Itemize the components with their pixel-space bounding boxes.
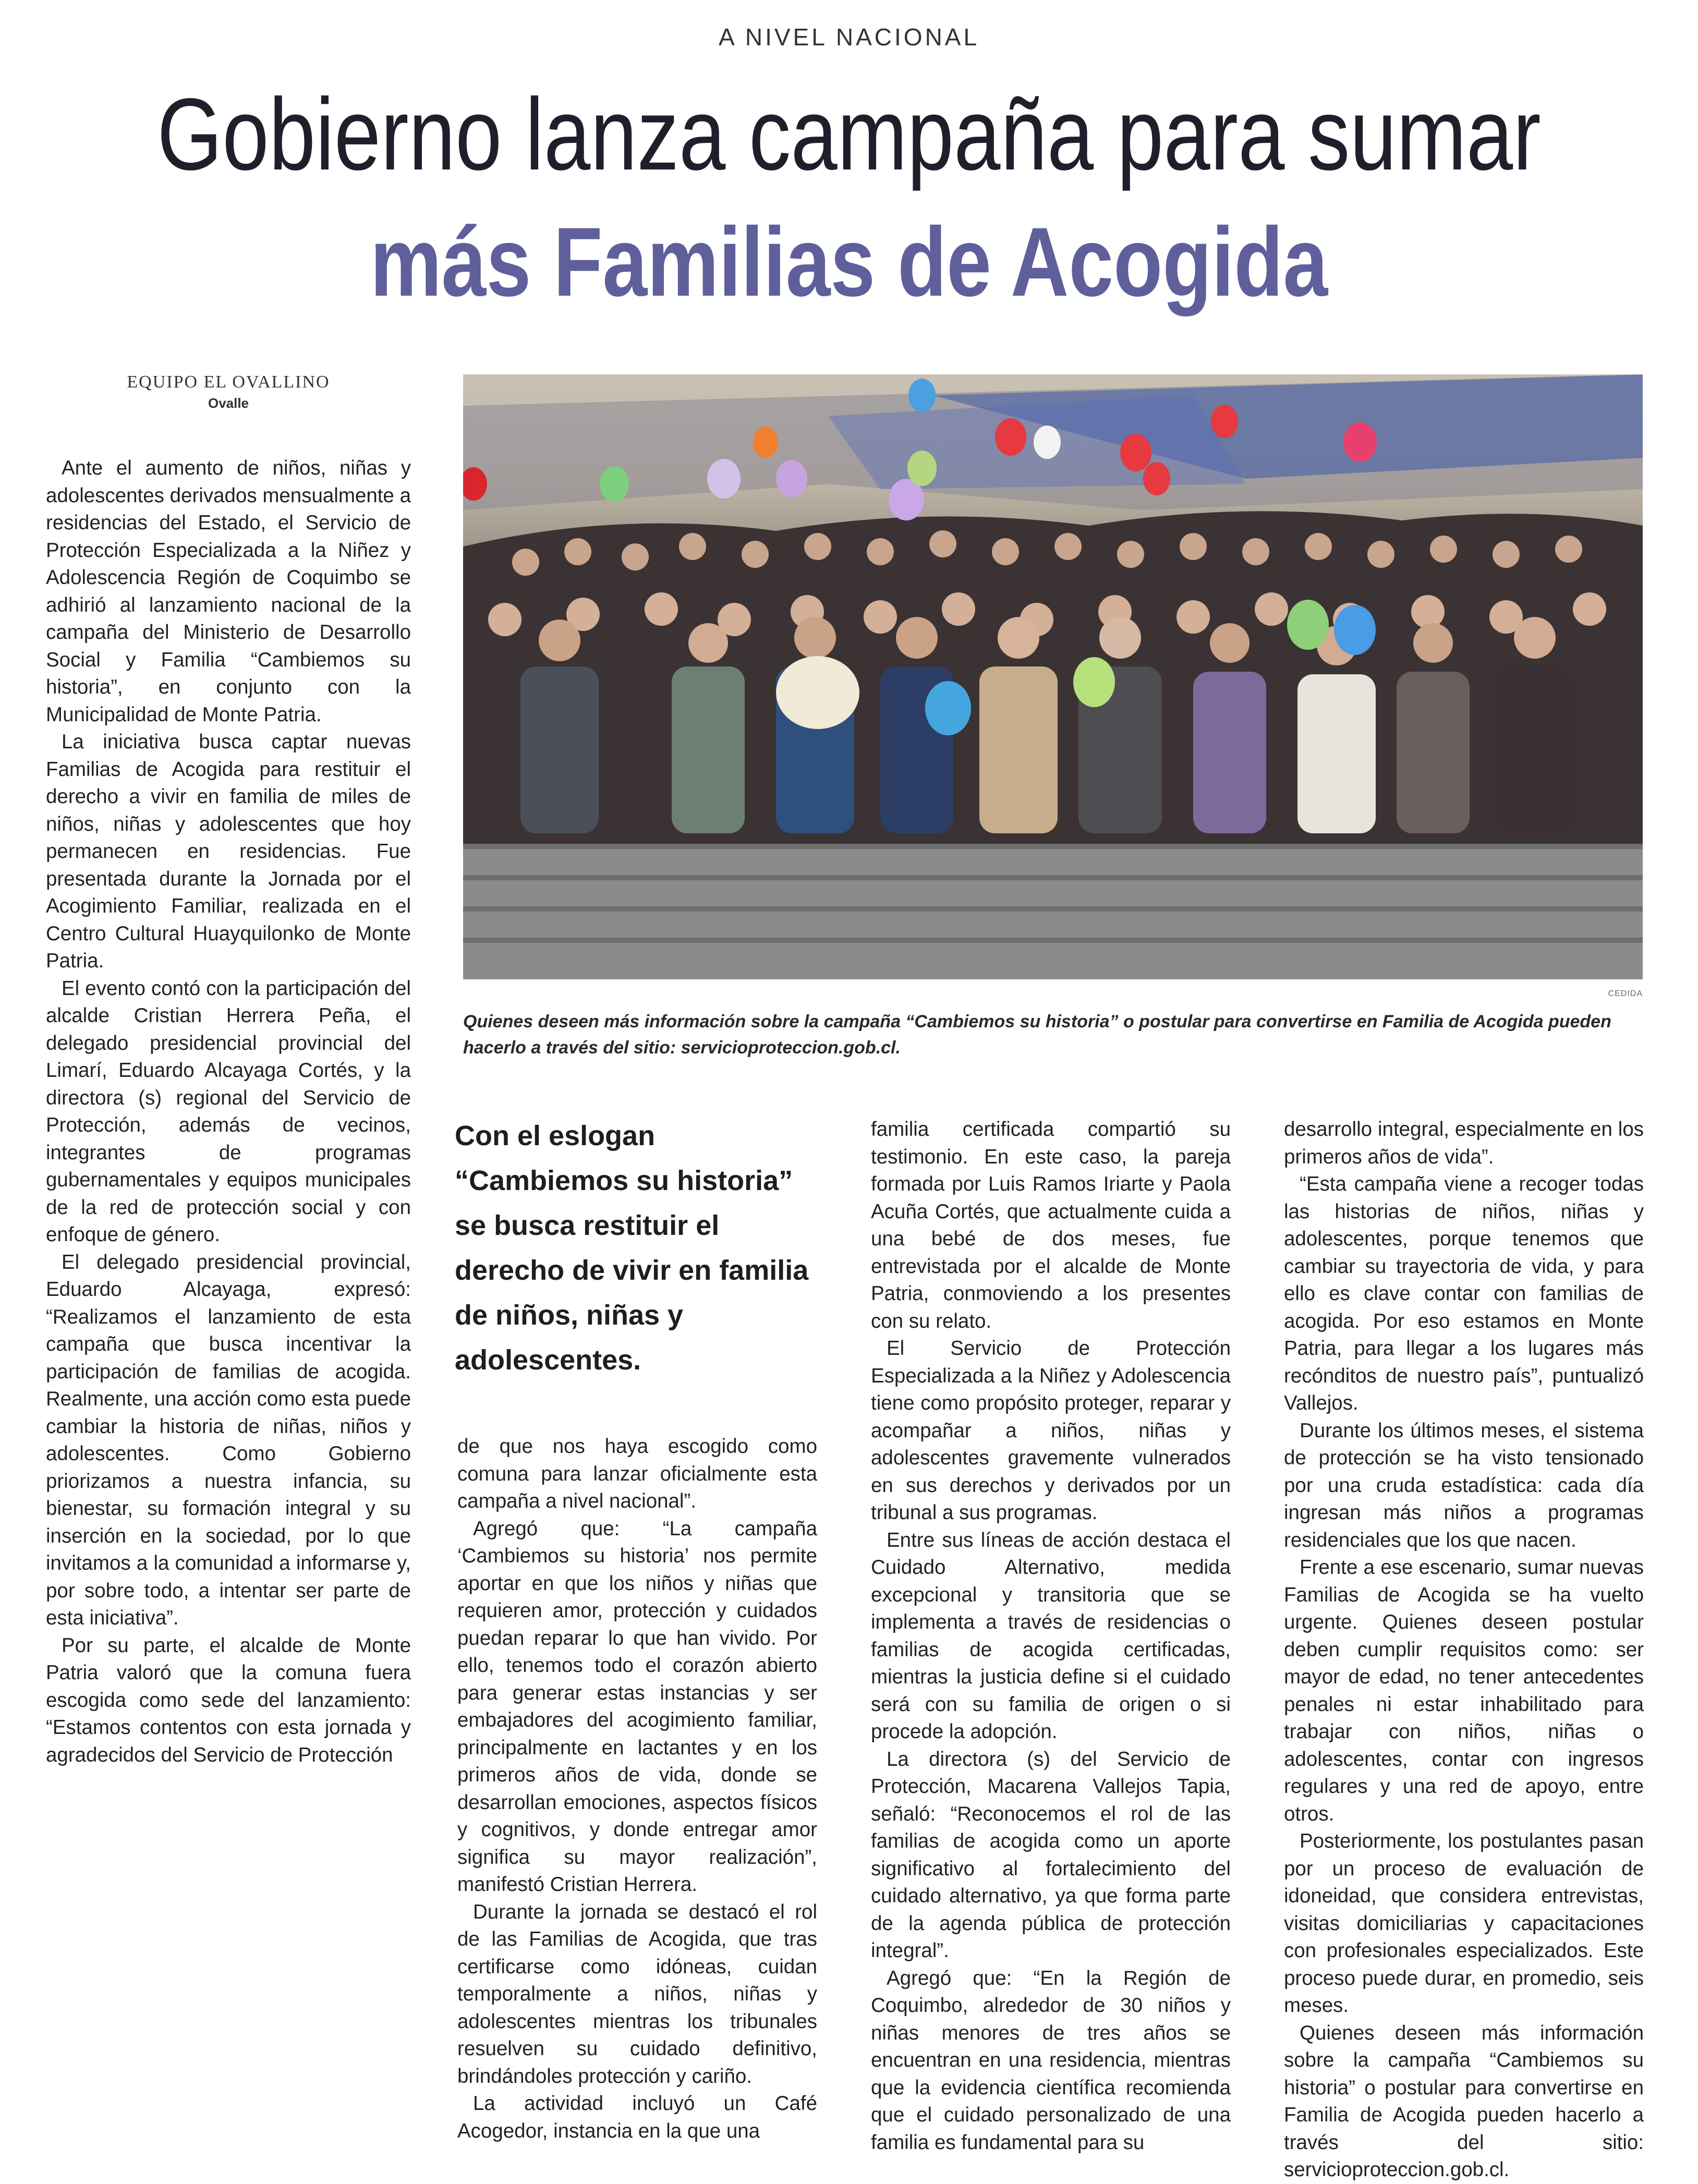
- paragraph: Durante la jornada se destacó el rol de las Familias de Acogida, que tras certificarse como idóneas, cuidan temporalmente a niños, niñas y adolescentes mientras los tribunales resuelven su cuidado definitivo, brindándoles protección y cariño.: [457, 1900, 817, 2088]
- group-photo-illustration: [463, 374, 1643, 979]
- article-column-2: [457, 1433, 817, 2145]
- paragraph: El evento contó con la participación del alcalde Cristian Herrera Peña, el delegado presidencial provincial del Limarí, Eduardo Alcayaga Cortés, y la directora (s) regional del Servicio de Protección, además de vecinos, integrantes de programas gubernamentales y equipos municipales de la red de protección social y con enfoque de género.: [46, 977, 411, 1246]
- byline-place: Ovalle: [208, 395, 249, 411]
- photo-caption: Quienes deseen más información sobre la campaña “Cambiemos su historia” o postular para convertirse en Familia de Acogida pueden hacerlo a través del sitio: servicioproteccion.gob.cl.: [463, 1012, 1611, 1058]
- paragraph: Frente a ese escenario, sumar nuevas Familias de Acogida se ha vuelto urgente. Quienes deseen postular deben cumplir requisitos como: ser mayor de edad, no tener antecedentes penales ni estar inhabilitado para trabajar con niños, niñas o adolescentes, contar con ingresos regulares y una red de apoyo, entre otros.: [1284, 1556, 1644, 1825]
- paragraph: Ante el aumento de niños, niñas y adolescentes derivados mensualmente a residencias del Estado, el Servicio de Protección Especializada a la Niñez y Adolescencia Región de Coquimbo se adhirió al lanzamiento nacional de la campaña del Ministerio de Desarrollo Social y Familia “Cambiemos su historia”, en conjunto con la Municipalidad de Monte Patria.: [46, 457, 411, 726]
- paragraph: de que nos haya escogido como comuna para lanzar oficialmente esta campaña a nivel nacional”.: [457, 1435, 817, 1512]
- paragraph: La iniciativa busca captar nuevas Familias de Acogida para restituir el derecho a vivir en familia de miles de niños, niñas y adolescentes que hoy permanecen en residencias. Fue presentada durante la Jornada por el Acogimiento Familiar, realizada en el Centro Cultural Huayquilonko de Monte Patria.: [46, 731, 411, 972]
- article-column-3: [871, 1116, 1231, 2156]
- article-column-4: [1284, 1116, 1644, 2184]
- paragraph: Entre sus líneas de acción destaca el Cuidado Alternativo, medida excepcional y transitoria que se implementa a través de residencias o familias de acogida certificadas, mientras la justicia define si el cuidado será con su familia de origen o si procede la adopción.: [871, 1528, 1231, 1743]
- paragraph: Agregó que: “En la Región de Coquimbo, alrededor de 30 niños y niñas menores de tres años se encuentran en una residencia, mientras que la evidencia científica recomienda que el cuidado personalizado de una familia es fundamental para su: [871, 1967, 1231, 2154]
- paragraph: Durante los últimos meses, el sistema de protección se ha visto tensionado por una cruda estadística: cada día ingresan más niños a programas residenciales que los que nacen.: [1284, 1419, 1644, 1551]
- article-column-1: [46, 455, 411, 1769]
- paragraph: “Esta campaña viene a recoger todas las historias de niños, niñas y adolescentes, porque tenemos que cambiar su trayectoria de vida, y para ello es clave contar con familias de acogida. Por eso estamos en Monte Patria, para llegar a los lugares más recónditos de nuestro país”, puntualizó Vallejos.: [1284, 1173, 1644, 1414]
- headline-line-2: más Familias de Acogida: [370, 207, 1328, 317]
- paragraph: desarrollo integral, especialmente en los primeros años de vida”.: [1284, 1118, 1644, 1168]
- group-photo: [463, 374, 1643, 979]
- byline: [46, 372, 411, 411]
- paragraph: Posteriormente, los postulantes pasan por un proceso de evaluación de idoneidad, que considera entrevistas, visitas domiciliarias y capacitaciones con profesionales especializados. Este proceso puede durar, en promedio, seis meses.: [1284, 1830, 1644, 2017]
- paragraph: El delegado presidencial provincial, Eduardo Alcayaga, expresó: “Realizamos el lanzamiento de esta campaña que busca incentivar la participación de familias de acogida. Realmente, una acción como esta puede cambiar la historia de niñas, niños y adolescentes. Como Gobierno priorizamos a nuestra infancia, su bienestar, su formación integral y su inserción en la sociedad, por lo que invitamos a la comunidad a informarse y, por sobre todo, a intentar ser parte de esta iniciativa”.: [46, 1251, 411, 1629]
- photo-credit: CEDIDA: [1608, 989, 1643, 998]
- paragraph: Agregó que: “La campaña ‘Cambiemos su historia’ nos permite aportar en que los niños y niñas que requieren amor, protección y cuidados puedan reparar lo que han vivido. Por ello, tenemos todo el corazón abierto para generar estas instancias y ser embajadores del acogimiento familiar, principalmente en lactantes y en los primeros años de vida, donde se desarrollan emociones, aspectos físicos y cognitivos, y donde entregar amor significa su mayor realización”, manifestó Cristian Herrera.: [457, 1517, 817, 1896]
- paragraph: La actividad incluyó un Café Acogedor, instancia en la que una: [457, 2092, 817, 2142]
- section-label: A NIVEL NACIONAL: [718, 23, 980, 51]
- paragraph: Quienes deseen más información sobre la campaña “Cambiemos su historia” o postular para convertirse en Familia de Acogida pueden hacerlo a través del sitio: servicioproteccion.gob.cl.: [1284, 2021, 1644, 2181]
- paragraph: Por su parte, el alcalde de Monte Patria valoró que la comuna fuera escogida como sede del lanzamiento: “Estamos contentos con esta jornada y agradecidos del Servicio de Protección: [46, 1634, 411, 1766]
- headline-line-1: Gobierno lanza campaña para sumar: [157, 77, 1541, 191]
- pull-quote: Con el eslogan “Cambiemos su historia” se busca restituir el derecho de vivir en familia de niños, niñas y adolescentes.: [455, 1120, 809, 1376]
- byline-author: EQUIPO EL OVALLINO: [127, 372, 330, 392]
- paragraph: La directora (s) del Servicio de Protección, Macarena Vallejos Tapia, señaló: “Reconocemos el rol de las familias de acogida como un aporte significativo al fortalecimiento del cuidado alternativo, ya que forma parte de la agenda pública de protección integral”.: [871, 1748, 1231, 1962]
- paragraph: El Servicio de Protección Especializada a la Niñez y Adolescencia tiene como propósito proteger, reparar y acompañar a niños, niñas y adolescentes gravemente vulnerados en sus derechos y derivados por un tribunal a sus programas.: [871, 1337, 1231, 1524]
- paragraph: familia certificada compartió su testimonio. En este caso, la pareja formada por Luis Ramos Iriarte y Paola Acuña Cortés, que actualmente cuida a una bebé de dos meses, fue entrevistada por el alcalde de Monte Patria, conmoviendo a los presentes con su relato.: [871, 1118, 1231, 1332]
